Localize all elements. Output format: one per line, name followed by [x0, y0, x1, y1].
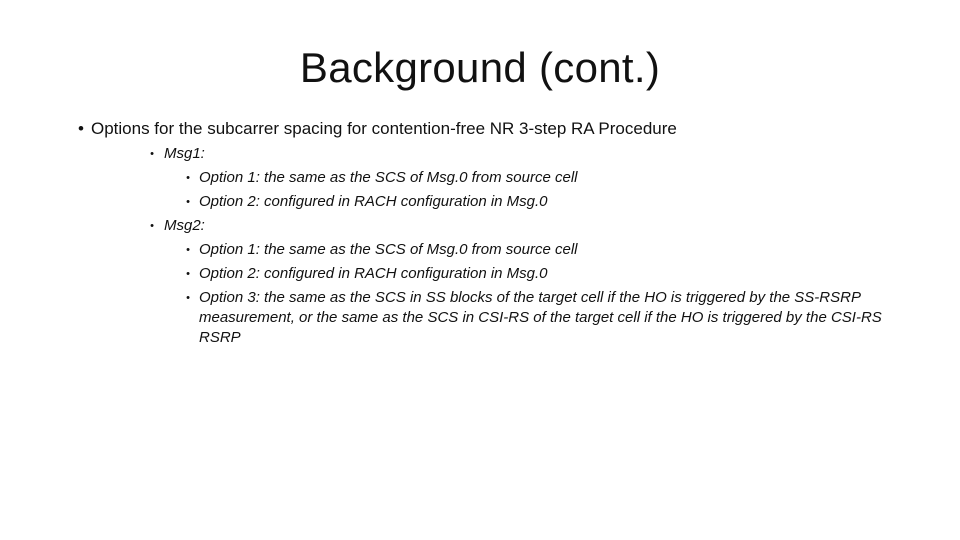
msg1-option-1-text: Option 1: the same as the SCS of Msg.0 from source cell	[199, 169, 578, 186]
msg2-option-3	[180, 288, 902, 348]
msg2-label: Msg2:	[164, 217, 205, 234]
main-bullet	[72, 118, 902, 140]
msg1-bullet	[144, 144, 902, 164]
bullet-glyph: •	[186, 268, 190, 280]
msg2-option-3-text: Option 3: the same as the SCS in SS blocks of the target cell if the HO is triggered by the SS-RSRP measurement, or the same as the SCS in CSI-RS of the target cell if the HO is triggered by the CSI-RS RSRP	[199, 289, 882, 346]
slide-body	[72, 118, 902, 348]
msg2-bullet	[144, 216, 902, 236]
msg2-option-2	[180, 264, 902, 284]
bullet-glyph: •	[186, 292, 190, 304]
bullet-glyph: •	[150, 148, 154, 160]
msg1-option-2-text: Option 2: configured in RACH configuration in Msg.0	[199, 193, 548, 210]
bullet-glyph: •	[186, 196, 190, 208]
msg1-option-1	[180, 168, 902, 188]
msg2-option-1-text: Option 1: the same as the SCS of Msg.0 from source cell	[199, 241, 578, 258]
main-bullet-text: Options for the subcarrer spacing for contention-free NR 3-step RA Procedure	[91, 119, 677, 138]
msg1-option-2	[180, 192, 902, 212]
msg2-option-1	[180, 240, 902, 260]
msg2-option-2-text: Option 2: configured in RACH configuration in Msg.0	[199, 265, 548, 282]
bullet-glyph: •	[186, 244, 190, 256]
slide-title: Background (cont.)	[299, 44, 661, 91]
msg1-label: Msg1:	[164, 145, 205, 162]
bullet-glyph: •	[78, 119, 84, 138]
bullet-glyph: •	[150, 220, 154, 232]
bullet-glyph: •	[186, 172, 190, 184]
